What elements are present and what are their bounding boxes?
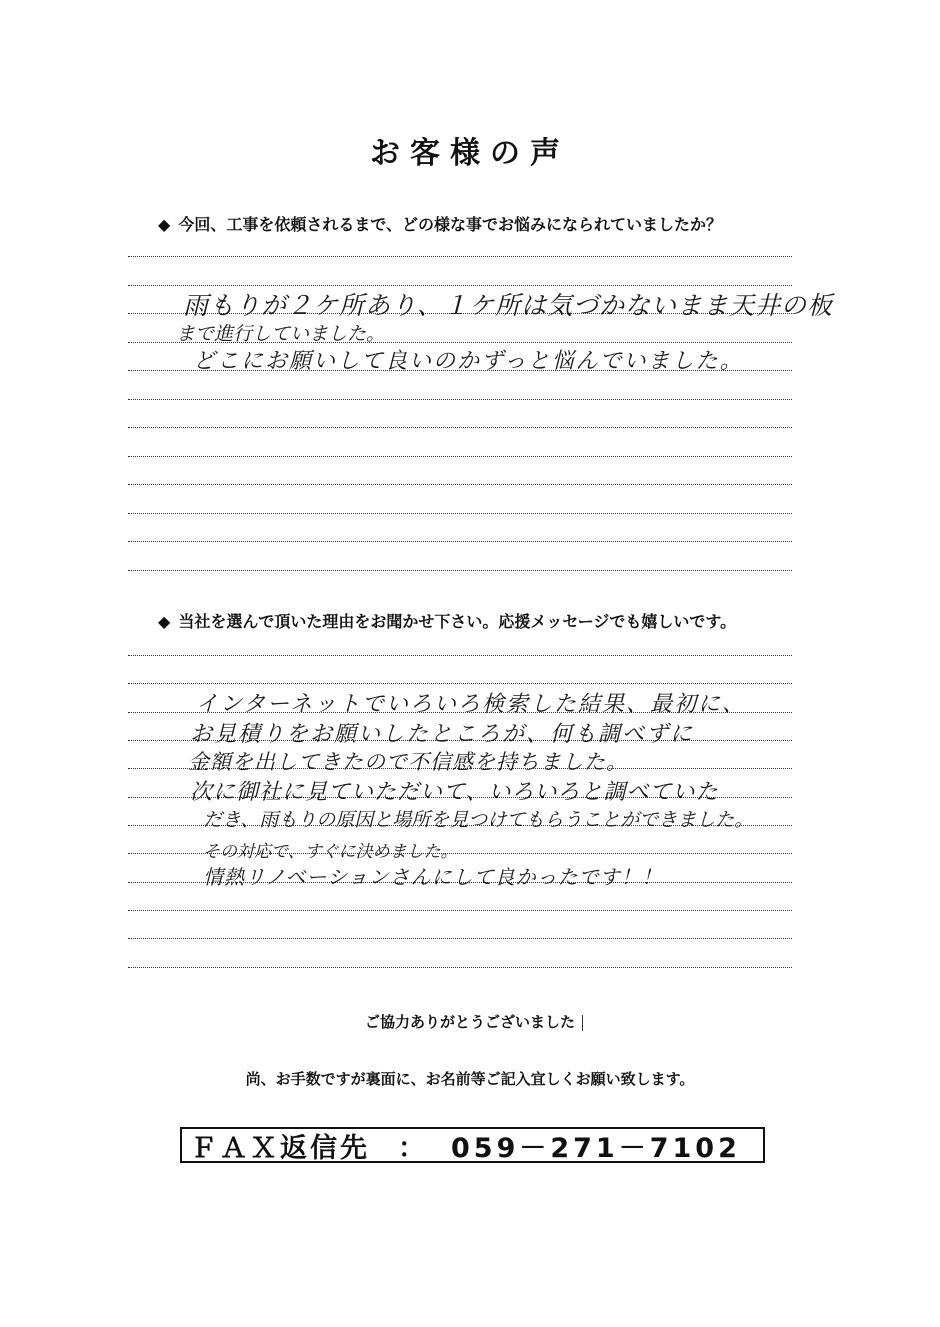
fax-colon: ： bbox=[398, 1132, 425, 1164]
question-2 bbox=[158, 609, 736, 632]
fax-label: ＦＡＸ返信先 bbox=[190, 1132, 370, 1164]
answer-1-line: 雨もりが２ケ所あり、１ケ所は気づかないまま天井の板 bbox=[183, 291, 834, 320]
diamond-bullet-icon: ◆ bbox=[158, 612, 171, 631]
answer-2-line: 次に御社に見ていただいて、いろいろと調べていた bbox=[190, 780, 719, 805]
diamond-bullet-icon: ◆ bbox=[158, 215, 171, 234]
question-2-text: 当社を選んで頂いた理由をお聞かせ下さい。応援メッセージでも嬉しいです。 bbox=[178, 612, 737, 631]
answer-2-line: インターネットでいろいろ検索した結果、最初に、 bbox=[196, 692, 747, 717]
thanks-message bbox=[0, 1011, 940, 1032]
ruled-line bbox=[128, 399, 792, 400]
ruled-line bbox=[128, 938, 792, 939]
ruled-line bbox=[128, 570, 792, 571]
answer-2-line: 情熱リノベーションさんにして良かったです！！ bbox=[203, 865, 663, 889]
ruled-line bbox=[128, 910, 792, 911]
answer-2-line: その対応で、すぐに決めました。 bbox=[203, 842, 458, 862]
ruled-line bbox=[128, 456, 792, 457]
ruled-line bbox=[128, 256, 792, 257]
page-title: お客様の声 bbox=[370, 136, 570, 171]
answer-2-line: 金額を出してきたので不信感を持ちました。 bbox=[188, 750, 628, 774]
ruled-line bbox=[128, 967, 792, 968]
answer-1-line: まで進行していました。 bbox=[176, 323, 386, 345]
ruled-line bbox=[128, 655, 792, 656]
note-text: 尚、お手数ですが裏面に、お名前等ご記入宜しくお願い致します。 bbox=[245, 1070, 695, 1088]
ruled-line bbox=[128, 513, 792, 514]
ruled-line bbox=[128, 683, 792, 684]
answer-2-line: お見積りをお願いしたところが、何も調べずに bbox=[190, 722, 695, 747]
ruled-line bbox=[128, 427, 792, 428]
ruled-line bbox=[128, 541, 792, 542]
question-1-text: 今回、工事を依頼されるまで、どの様な事でお悩みになられていましたか？ bbox=[178, 215, 722, 234]
fax-number: 059－271－7102 bbox=[451, 1132, 741, 1164]
ruled-line bbox=[128, 484, 792, 485]
answer-1-line: どこにお願いして良いのかずっと悩んでいました。 bbox=[193, 349, 744, 374]
thanks-text: ご協力ありがとうございました bbox=[361, 1013, 579, 1031]
fax-box bbox=[180, 1127, 765, 1163]
answer-2-line: だき、雨もりの原因と場所を見つけてもらうことができました。 bbox=[203, 809, 754, 831]
question-1 bbox=[158, 212, 722, 235]
